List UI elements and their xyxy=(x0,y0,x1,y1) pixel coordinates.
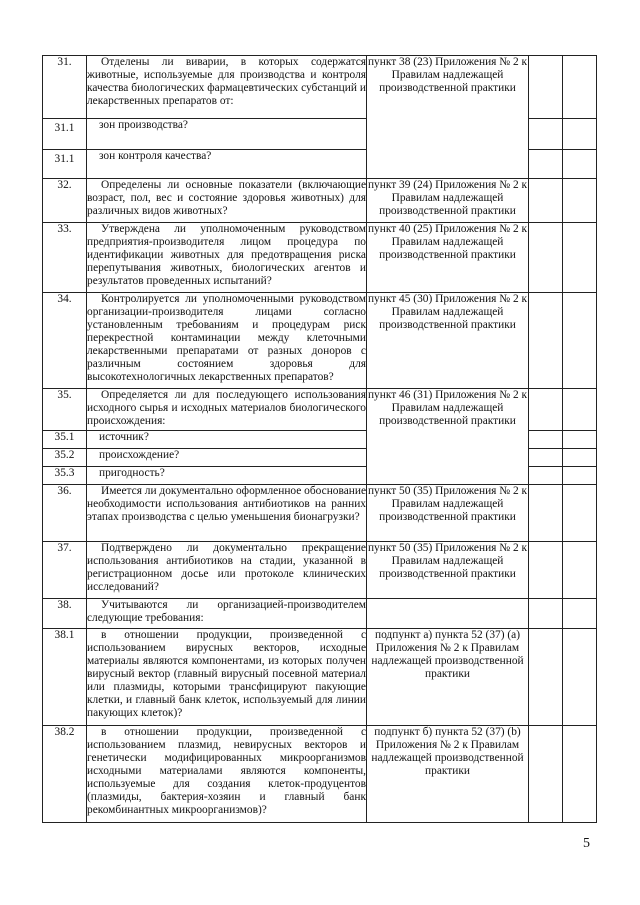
row-number: 35.2 xyxy=(43,449,87,467)
table-row xyxy=(43,542,597,599)
row-number: 38.2 xyxy=(43,726,87,823)
comment-cell xyxy=(563,599,597,629)
row-number: 33. xyxy=(43,223,87,293)
answer-cell xyxy=(529,599,563,629)
comment-cell xyxy=(563,179,597,223)
answer-cell xyxy=(529,629,563,726)
table-row xyxy=(43,179,597,223)
comment-cell xyxy=(563,119,597,150)
row-number: 35. xyxy=(43,389,87,431)
comment-cell xyxy=(563,629,597,726)
requirement-text: Определены ли основные показатели (включающие возраст, пол, вес и состояние здоровья животных) для различных видов животных? xyxy=(87,179,367,223)
page-number: 5 xyxy=(583,836,590,851)
table-row xyxy=(43,629,597,726)
comment-cell xyxy=(563,56,597,119)
requirement-text: в отношении продукции, произведенной с использованием вирусных векторов, исходные материалы являются компонентами, из которых получен вирусный вектор (главный вирусный посевной материал или плазмиды, которыми трансфицируют пакующие клетки, и главный банк клеток, используемый для линии пакующих клеток)? xyxy=(87,629,367,726)
normative-reference: пункт 50 (35) Приложения № 2 к Правилам надлежащей производственной практики xyxy=(367,542,529,599)
answer-cell xyxy=(529,293,563,389)
requirement-text: пригодность? xyxy=(87,467,367,485)
answer-cell xyxy=(529,431,563,449)
normative-reference: пункт 50 (35) Приложения № 2 к Правилам надлежащей производственной практики xyxy=(367,485,529,542)
requirement-text: Учитываются ли организацией-производителем следующие требования: xyxy=(87,599,367,629)
table-row xyxy=(43,485,597,542)
comment-cell xyxy=(563,431,597,449)
requirement-text: зон контроля качества? xyxy=(87,150,367,179)
requirement-text: Имеется ли документально оформленное обоснование необходимости использования антибиотиков на ранних этапах производства с целью уменьшения бионагрузки? xyxy=(87,485,367,542)
normative-reference xyxy=(367,599,529,629)
row-number: 36. xyxy=(43,485,87,542)
row-number: 31.1 xyxy=(43,119,87,150)
normative-reference: пункт 40 (25) Приложения № 2 к Правилам надлежащей производственной практики xyxy=(367,223,529,293)
answer-cell xyxy=(529,726,563,823)
answer-cell xyxy=(529,542,563,599)
normative-reference: пункт 46 (31) Приложения № 2 к Правилам надлежащей производственной практики xyxy=(367,389,529,485)
table-row xyxy=(43,389,597,431)
row-number: 32. xyxy=(43,179,87,223)
normative-reference: подпункт б) пункта 52 (37) (b) Приложения № 2 к Правилам надлежащей производственной практики xyxy=(367,726,529,823)
requirement-text: происхождение? xyxy=(87,449,367,467)
normative-reference: пункт 39 (24) Приложения № 2 к Правилам надлежащей производственной практики xyxy=(367,179,529,223)
normative-reference: пункт 45 (30) Приложения № 2 к Правилам надлежащей производственной практики xyxy=(367,293,529,389)
comment-cell xyxy=(563,467,597,485)
comment-cell xyxy=(563,223,597,293)
table-row xyxy=(43,599,597,629)
requirement-text: Отделены ли виварии, в которых содержатся животные, используемые для производства и контроля качества биологических фармацевтических субстанций и лекарственных препаратов от: xyxy=(87,56,367,119)
comment-cell xyxy=(563,726,597,823)
requirement-text: Утверждена ли уполномоченным руководством предприятия-производителя лицом процедура по идентификации животных для предотвращения риска перепутывания животных, биологических агентов и результатов проведенных испытаний? xyxy=(87,223,367,293)
answer-cell xyxy=(529,389,563,431)
answer-cell xyxy=(529,150,563,179)
row-number: 37. xyxy=(43,542,87,599)
table-row xyxy=(43,726,597,823)
comment-cell xyxy=(563,542,597,599)
row-number: 38.1 xyxy=(43,629,87,726)
row-number: 31.1 xyxy=(43,150,87,179)
comment-cell xyxy=(563,150,597,179)
comment-cell xyxy=(563,389,597,431)
row-number: 31. xyxy=(43,56,87,119)
answer-cell xyxy=(529,179,563,223)
row-number: 38. xyxy=(43,599,87,629)
requirement-text: Определяется ли для последующего использования исходного сырья и исходных материалов биологического происхождения: xyxy=(87,389,367,431)
requirement-text: Подтверждено ли документально прекращение использования антибиотиков на стадии, указанной в регистрационном досье или протоколе клинических исследований? xyxy=(87,542,367,599)
answer-cell xyxy=(529,56,563,119)
requirement-text: в отношении продукции, произведенной с использованием плазмид, невирусных векторов и генетически модифицированных микроорганизмов исходными материалами являются компоненты, используемые для создания клеток-продуцентов (плазмиды, бактерия-хозяин и главный банк рекомбинантных микроорганизмов)? xyxy=(87,726,367,823)
table-row xyxy=(43,293,597,389)
comment-cell xyxy=(563,293,597,389)
answer-cell xyxy=(529,119,563,150)
normative-reference: пункт 38 (23) Приложения № 2 к Правилам надлежащей производственной практики xyxy=(367,56,529,179)
row-number: 35.1 xyxy=(43,431,87,449)
row-number: 34. xyxy=(43,293,87,389)
requirement-text: Контролируется ли уполномоченными руководством организации-производителя лицами согласно установленным требованиям и процедурам риск перекрестной контаминации между клеточными лекарственными препаратами от разных доноров с различным состоянием здоровья для высокотехнологичных лекарственных препаратов? xyxy=(87,293,367,389)
answer-cell xyxy=(529,449,563,467)
answer-cell xyxy=(529,223,563,293)
answer-cell xyxy=(529,485,563,542)
comment-cell xyxy=(563,485,597,542)
answer-cell xyxy=(529,467,563,485)
table-row xyxy=(43,223,597,293)
requirement-text: зон производства? xyxy=(87,119,367,150)
table-row xyxy=(43,56,597,119)
normative-reference: подпункт а) пункта 52 (37) (a) Приложения № 2 к Правилам надлежащей производственной практики xyxy=(367,629,529,726)
checklist-table xyxy=(42,55,597,823)
requirement-text: источник? xyxy=(87,431,367,449)
row-number: 35.3 xyxy=(43,467,87,485)
comment-cell xyxy=(563,449,597,467)
